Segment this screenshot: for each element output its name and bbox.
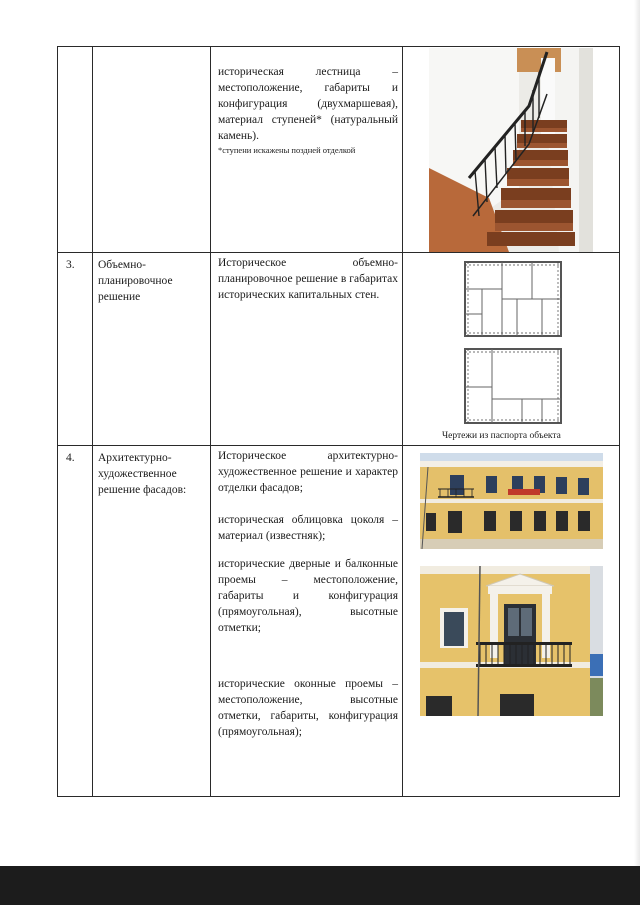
staircase-photo bbox=[429, 48, 593, 252]
column-divider bbox=[210, 253, 211, 445]
description-text: Историческое архитектурно-художественное решение и характер отделки фасадов; bbox=[218, 450, 398, 494]
column-divider bbox=[402, 47, 403, 252]
floor-plan-drawing bbox=[462, 259, 564, 427]
row-name: Архитектурно-художественное решение фасадов: bbox=[98, 452, 187, 496]
row-description bbox=[218, 64, 398, 156]
row-name: Объемно-планировочное решение bbox=[98, 259, 173, 303]
description-text: исторические оконные проемы – местоположение, высотные отметки, габариты, конфигурация (прямоугольная); bbox=[218, 678, 398, 738]
column-divider bbox=[210, 47, 211, 252]
row-number: 4. bbox=[66, 452, 75, 464]
table-row bbox=[57, 252, 620, 446]
description-text: историческая облицовка цоколя – материал (известняк); bbox=[218, 514, 398, 542]
column-divider bbox=[92, 47, 93, 252]
row-description bbox=[218, 255, 398, 303]
column-divider bbox=[402, 446, 403, 796]
column-divider bbox=[210, 446, 211, 796]
column-divider bbox=[402, 253, 403, 445]
table-row bbox=[57, 445, 620, 797]
table-row bbox=[57, 46, 620, 253]
row-description bbox=[218, 448, 398, 740]
description-text: Историческое объемно-планировочное решение в габаритах исторических капитальных стен. bbox=[218, 257, 398, 301]
description-text: историческая лестница – местоположение, габариты и конфигурация (двухмаршевая), материал ступеней* (натуральный камень). bbox=[218, 66, 398, 142]
description-text: исторические дверные и балконные проемы – местоположение, габариты и конфигурация (прямоугольная), высотные отметки; bbox=[218, 558, 398, 634]
column-divider bbox=[92, 446, 93, 796]
balcony-photo bbox=[420, 566, 603, 716]
scan-edge bbox=[634, 0, 640, 866]
footnote: *ступени искажены поздней отделкой bbox=[218, 145, 356, 155]
row-number: 3. bbox=[66, 259, 75, 271]
image-caption: Чертежи из паспорта объекта bbox=[442, 431, 561, 441]
column-divider bbox=[92, 253, 93, 445]
facade-photo bbox=[420, 453, 603, 549]
scan-border bbox=[0, 866, 640, 905]
